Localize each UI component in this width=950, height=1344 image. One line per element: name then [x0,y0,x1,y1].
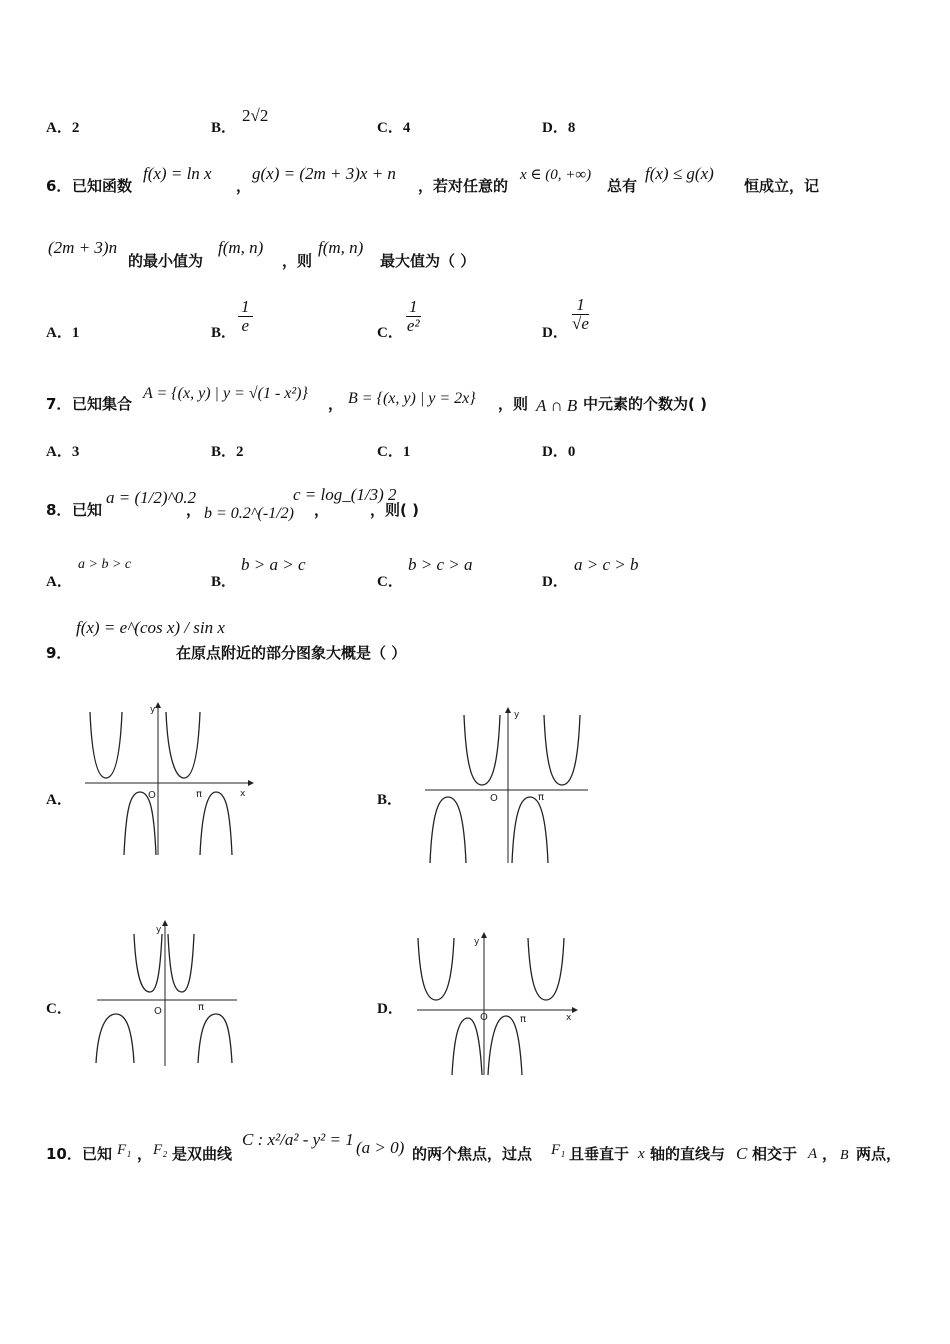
q8-text-1: 已知 [72,501,103,519]
q9-function: f(x) = e^(cos x) / sin x [76,618,225,637]
q10-text-6: 相交于 [752,1145,798,1163]
q8-a-def: a = (1/2)^0.2 [106,488,196,507]
q6-fmn: f(m, n) [218,238,264,257]
q6-number: 6． [46,177,72,195]
q8-option-b[interactable]: B． [211,574,237,590]
q8-text-2: ，则( ) [370,501,419,519]
q7-number: 7． [46,395,72,413]
svg-text:O: O [480,1012,488,1023]
svg-text:y: y [156,925,162,935]
q7-set-a: A = {(x, y) | y = √(1 - x²)} [143,385,308,402]
q9-option-a[interactable]: A． [46,792,72,808]
q10-f1-b: F₁ [551,1142,566,1158]
q6-text-7: 最大值为（ ） [380,252,476,270]
q5-option-b[interactable]: B． [211,120,237,136]
q10-text-7: 两点， [856,1145,902,1163]
q9-graph-b[interactable] [420,705,595,865]
q7-text-3: 中元素的个数为( ) [583,395,707,413]
q8-option-d-value: a > c > b [574,555,639,574]
q9-option-d[interactable]: D． [377,1001,403,1017]
q8-c-def: c = log_(1/3) 2 [293,485,397,504]
q7-text-2: ，则 [498,395,529,413]
svg-text:O: O [154,1006,162,1017]
q7-option-d[interactable]: D．0 [542,444,576,460]
q6-text-3: 总有 [607,177,638,195]
svg-text:y: y [150,705,156,715]
q10-number: 10． [46,1145,82,1163]
svg-text:y: y [474,937,480,947]
q6-option-b-frac: $\frac{1}{e}$ [238,298,253,335]
svg-text:π: π [538,792,545,803]
q6-text-5: 的最小值为 [128,252,204,270]
q5-option-b-value: 2√2 [242,106,269,125]
q8-option-a[interactable]: A． [46,574,72,590]
q9-graph-a[interactable] [80,700,260,860]
q10-text-1: 已知 [82,1145,113,1163]
q7-option-b[interactable]: B．2 [211,444,244,460]
svg-text:x: x [566,1013,572,1023]
q7-option-a[interactable]: A．3 [46,444,80,460]
q10-text-4: 且垂直于 [569,1145,630,1163]
q6-domain: x ∈ (0, +∞) [520,167,592,183]
q8-option-d[interactable]: D． [542,574,568,590]
svg-text:π: π [198,1002,205,1013]
q6-option-b[interactable]: B． [211,325,237,341]
q7-text-1: 已知集合 [72,395,133,413]
q8-option-c-value: b > c > a [408,555,473,574]
q8-b-def: b = 0.2^(-1/2) [204,505,294,522]
q9-text-1: 在原点附近的部分图象大概是（ ） [176,644,407,662]
q6-option-d[interactable]: D． [542,325,568,341]
q8-option-a-value: a > b > c [78,557,132,572]
q6-inequality: f(x) ≤ g(x) [645,164,714,183]
svg-text:O: O [490,793,498,804]
q10-f2: F₂ [153,1142,168,1158]
svg-text:π: π [520,1014,527,1025]
q5-option-c[interactable]: C．4 [377,120,411,136]
q8-option-b-value: b > a > c [241,555,306,574]
q7-intersection: A ∩ B [536,396,578,415]
q9-graph-c[interactable] [92,918,242,1068]
q6-text-4: 恒成立，记 [744,177,820,195]
svg-text:π: π [196,789,203,800]
q7-option-c[interactable]: C．1 [377,444,411,460]
q9-graph-d[interactable] [412,930,582,1080]
q10-a: A [808,1146,818,1162]
q9-number: 9． [46,644,72,662]
svg-text:x: x [240,789,246,799]
exam-page: A．2 B． 2√2 C．4 D．8 6． 已知函数 f(x) = ln x ， g(x) = (2m + 3)x + n ，若对任意的 x ∈ (0, +∞) 总有 f(x) ≤ g(x) 恒成立，记 (2m + 3)n 的最小值为 f(m, n) ，则 f(m, n) 最大值为（ ） A．1 B． $\frac{1}{e}$ C． $\frac{1}{\text{e²}}$ D． $\frac{1}{√e}$ 7． 已知集合 A = {(x, y) | y = √(1 - x²)} ， B = {(x, y) | y = 2x} ，则 A ∩ B 中元素的个数为( ) A．3 B．2 C．1 D．0 8． 已知 a = (1/2)^0.2 ， b = 0.2^(-1/2) ， c = log_(1/3) 2 ，则( ) A． a > b > c B． b > a > c C． b > c > a D． a > c > b 9． f(x) = e^(cos x) / sin x 在原点附近的部分图象大概是（ ） A． B． C． D． y x O π y O π y O π y x O π 10． 已知 F₁ ， F₂ 是双曲线 C : x²/a² - y² = 1 (a > 0) 的两个焦点，过点 F₁ 且垂直于 x 轴的直线与 C 相交于 A ， B 两点， [46,106,902,1163]
q10-x: x [638,1146,645,1162]
q6-text-2: ，若对任意的 [418,177,509,195]
q7-set-b: B = {(x, y) | y = 2x} [348,390,476,407]
q6-f-def: f(x) = ln x [143,164,212,183]
q6-option-c[interactable]: C． [377,325,403,341]
q10-f1: F₁ [117,1142,132,1158]
q10-text-2: 是双曲线 [172,1145,233,1163]
q10-curve: C : x²/a² - y² = 1 [242,1130,354,1149]
q10-condition: (a > 0) [356,1138,405,1157]
q10-c: C [736,1144,748,1163]
q6-option-d-frac: $\frac{1}{√e}$ [572,295,589,333]
q6-g-def: g(x) = (2m + 3)x + n [252,164,396,183]
q8-option-c[interactable]: C． [377,574,403,590]
q5-option-a[interactable]: A．2 [46,120,80,136]
svg-text:O: O [148,790,156,801]
q10-text-5: 轴的直线与 [650,1145,726,1163]
q6-text-6: ，则 [282,252,313,270]
q6-option-a[interactable]: A．1 [46,325,80,341]
q8-number: 8． [46,501,72,519]
q6-text-1: 已知函数 [72,177,133,195]
q6-expr: (2m + 3)n [48,238,118,257]
q6-option-c-frac: $\frac{1}{\text{e²}}$ [406,297,420,335]
q5-option-d[interactable]: D．8 [542,120,576,136]
svg-text:y: y [514,710,520,720]
q10-text-3: 的两个焦点，过点 [412,1145,533,1163]
q6-fmn-2: f(m, n) [318,238,364,257]
q9-option-c[interactable]: C． [46,1001,72,1017]
q10-b: B [840,1148,849,1163]
q9-option-b[interactable]: B． [377,792,403,808]
